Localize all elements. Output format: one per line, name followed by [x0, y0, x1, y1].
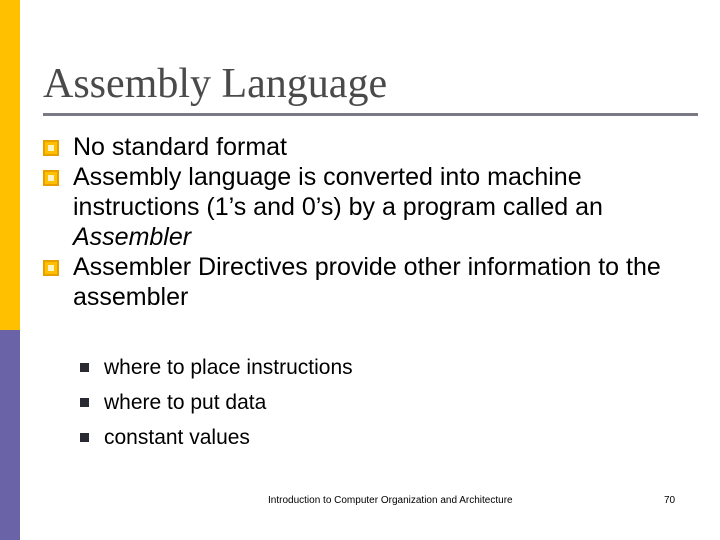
bullet-text: Assembler Directives provide other information to the assembler [73, 253, 661, 311]
sub-bullet-text: where to put data [104, 391, 267, 414]
sub-bullet-item [80, 350, 580, 385]
sub-bullet-item [80, 385, 580, 420]
bullet-emphasis: Assembler [73, 223, 192, 251]
small-square-bullet-icon [80, 363, 89, 372]
bullet-list [43, 132, 703, 312]
square-bullet-icon [43, 140, 59, 156]
slide-title: Assembly Language [43, 61, 388, 107]
sub-bullet-text: constant values [104, 426, 250, 449]
small-square-bullet-icon [80, 398, 89, 407]
bullet-text: Assembly language is converted into machine instructions (1’s and 0’s) by a program called an [73, 163, 603, 221]
square-bullet-icon [43, 260, 59, 276]
page-number: 70 [664, 495, 676, 506]
bullet-item [43, 252, 703, 312]
bullet-item [43, 132, 703, 162]
accent-bar-top [0, 0, 20, 330]
sub-bullet-item [80, 420, 580, 455]
footer-text: Introduction to Computer Organization and Architecture [268, 495, 513, 506]
bullet-item [43, 162, 703, 252]
small-square-bullet-icon [80, 433, 89, 442]
square-bullet-icon [43, 170, 59, 186]
accent-bar-bottom [0, 330, 20, 540]
sub-bullet-list [80, 350, 580, 455]
sub-bullet-text: where to place instructions [104, 356, 353, 379]
title-divider [43, 113, 698, 116]
bullet-text: No standard format [73, 133, 287, 161]
